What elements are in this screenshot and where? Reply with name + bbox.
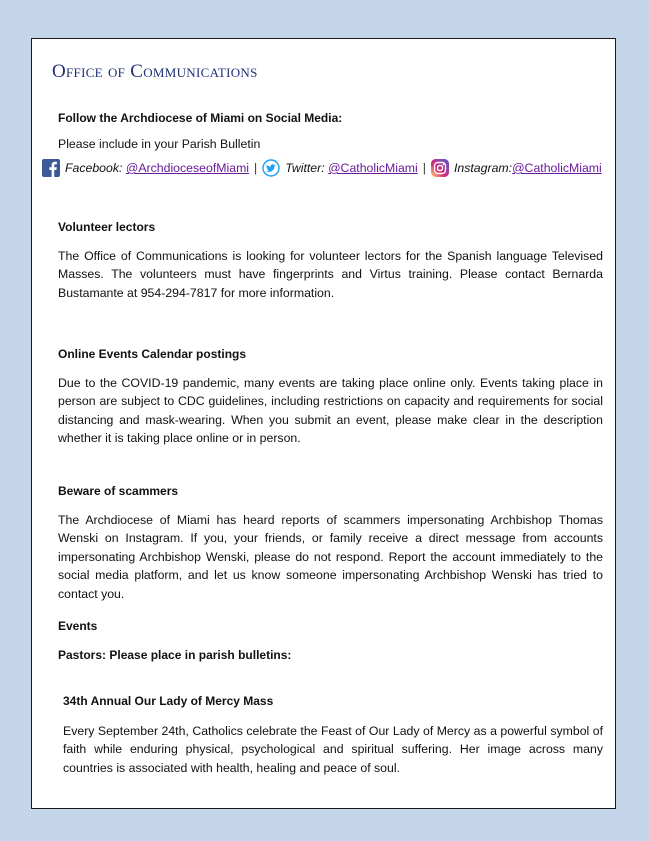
facebook-icon [42, 159, 60, 177]
instagram-icon [431, 159, 449, 177]
social-heading: Follow the Archdiocese of Miami on Social Media: [58, 111, 343, 125]
social-note: Please include in your Parish Bulletin [58, 137, 261, 151]
volunteer-heading: Volunteer lectors [58, 220, 156, 234]
calendar-body: Due to the COVID-19 pandemic, many events are taking place online only. Events taking place in person are subject to CDC guidelines, including restrictions on capacity and requirements for social distancing and mask-wearing. When you submit an event, please make clear in the description whether it is taking place online or in person. [58, 376, 603, 446]
separator: | [254, 161, 258, 175]
twitter-icon [262, 159, 280, 177]
page-title: Office of Communications [52, 61, 258, 82]
event-title: 34th Annual Our Lady of Mercy Mass [63, 694, 274, 708]
scammers-body: The Archdiocese of Miami has heard reports of scammers impersonating Archbishop Thomas Wenski on Instagram. If you, your friends, or family receive a direct message from accounts impersonating Archbishop Wenski, please do not respond. Report the account immediately to the social media platform, and let us know someone impersonating Archbishop Wenski has tried to contact you. [58, 513, 603, 601]
instagram-label: Instagram: [453, 161, 513, 175]
twitter-link[interactable]: @CatholicMiami [328, 161, 418, 175]
instagram-link[interactable]: @CatholicMiami [512, 161, 602, 175]
event-body: Every September 24th, Catholics celebrate the Feast of Our Lady of Mercy as a powerful symbol of faith while enduring physical, psychological and spiritual suffering. Her image across many countries is associated with health, healing and peace of soul. [63, 724, 603, 775]
calendar-heading: Online Events Calendar postings [58, 347, 247, 361]
scammers-heading: Beware of scammers [58, 484, 179, 498]
twitter-label: Twitter: [285, 161, 325, 175]
social-links-row [42, 159, 602, 177]
facebook-link[interactable]: @ArchdioceseofMiami [125, 161, 250, 175]
events-heading: Events [58, 619, 98, 633]
bulletin-page [31, 38, 616, 809]
events-subheading: Pastors: Please place in parish bulletins: [58, 648, 292, 662]
separator: | [422, 161, 426, 175]
facebook-label: Facebook: [65, 161, 123, 175]
volunteer-body: The Office of Communications is looking for volunteer lectors for the Spanish language Televised Masses. The volunteers must have fingerprints and Virtus training. Please contact Bernarda Bustamante at 954-294-7817 for more information. [58, 249, 603, 300]
